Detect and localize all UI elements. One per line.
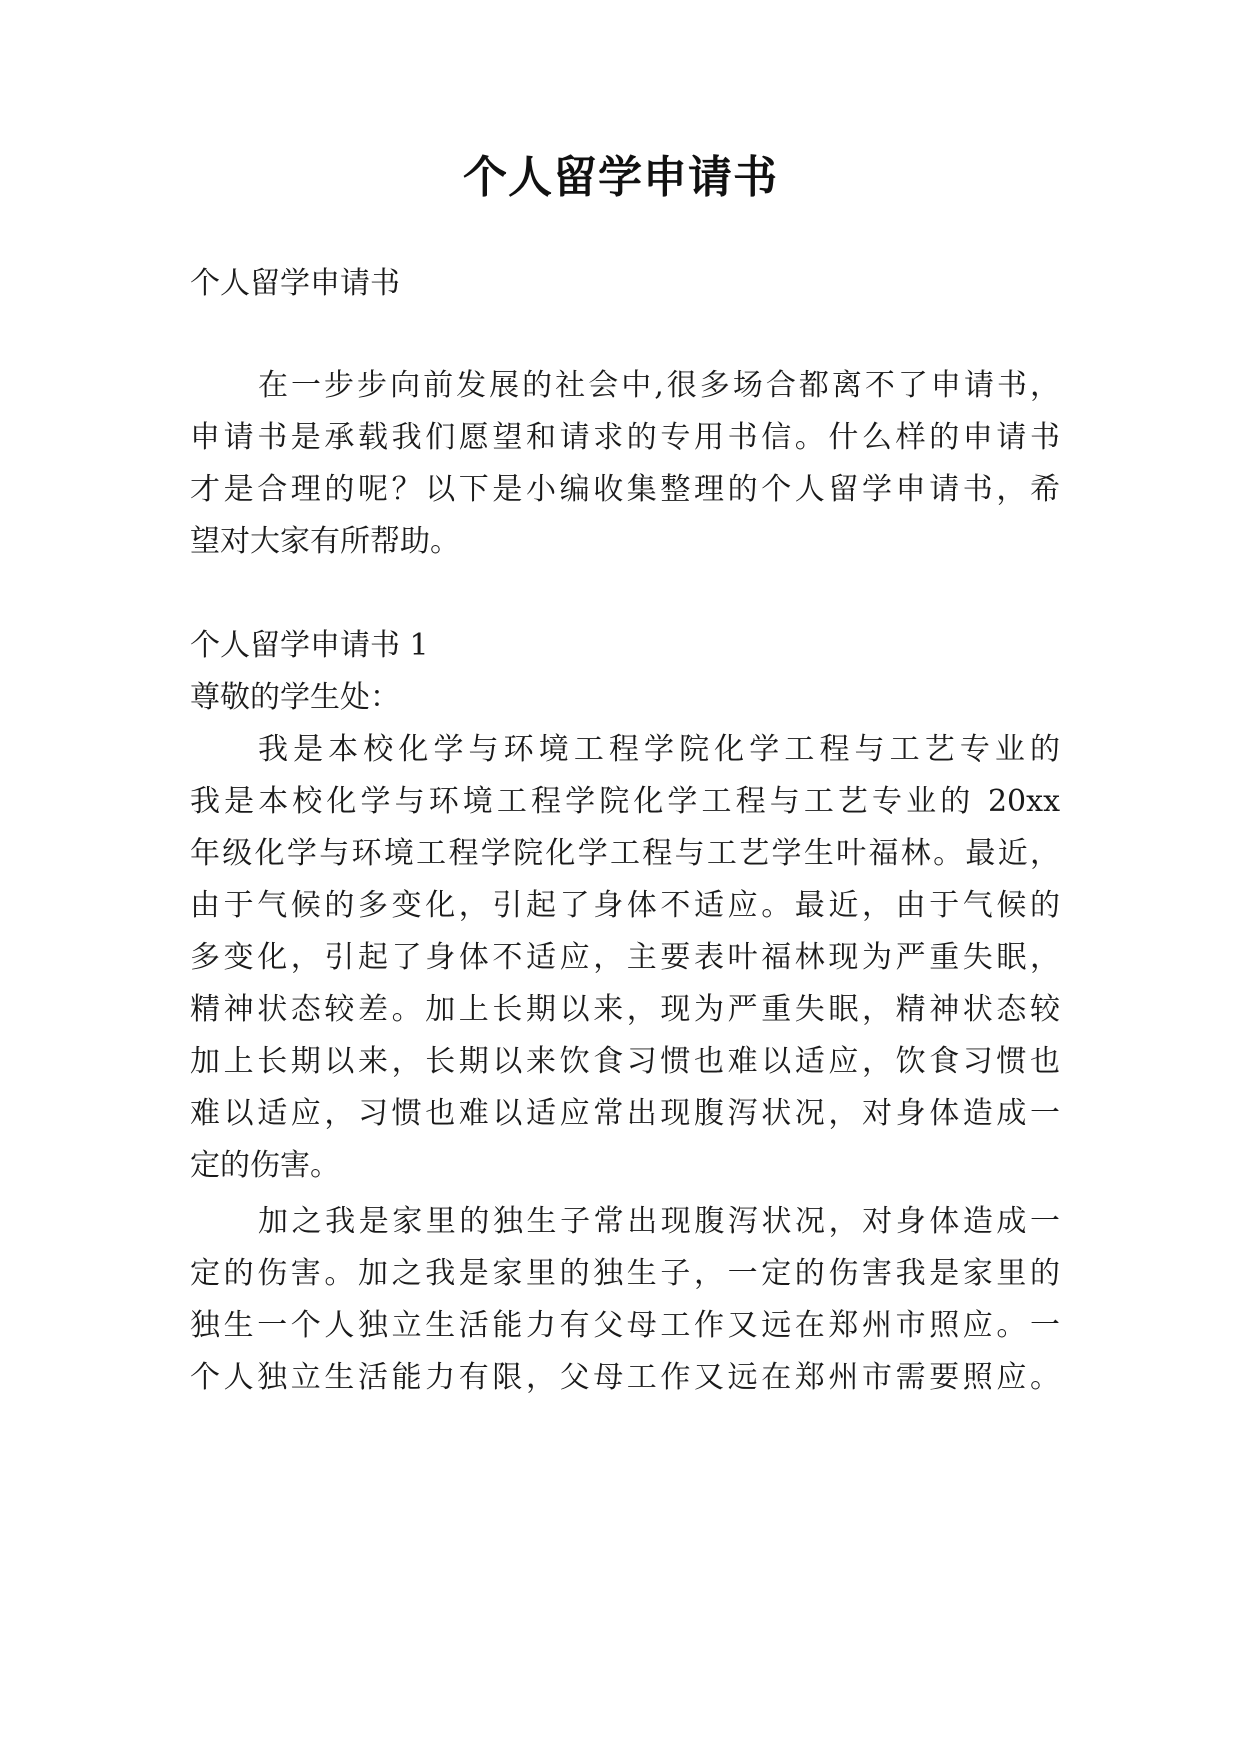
intro-line: 在一步步向前发展的社会中,很多场合都离不了申请书，: [258, 368, 1060, 403]
document-title: 个人留学申请书: [463, 152, 778, 203]
section-heading: 个人留学申请书 1: [190, 628, 429, 663]
body-line: 精神状态较差。加上长期以来，现为严重失眠，精神状态较: [190, 992, 1060, 1027]
body-line: 独生一个人独立生活能力有父母工作又远在郑州市照应。一: [190, 1308, 1060, 1343]
intro-line: 申请书是承载我们愿望和请求的专用书信。什么样的申请书: [190, 420, 1060, 455]
body-line: 定的伤害。加之我是家里的独生子，一定的伤害我是家里的: [190, 1256, 1060, 1291]
body-line: 我是本校化学与环境工程学院化学工程与工艺专业的 20xx: [190, 784, 1060, 819]
body-line: 加之我是家里的独生子常出现腹泻状况，对身体造成一: [258, 1204, 1060, 1239]
intro-line: 才是合理的呢？以下是小编收集整理的个人留学申请书，希: [190, 472, 1060, 507]
salutation: 尊敬的学生处：: [190, 680, 400, 715]
intro-line: 望对大家有所帮助。: [190, 524, 460, 559]
body-line: 多变化，引起了身体不适应，主要表叶福林现为严重失眠，: [190, 940, 1060, 975]
body-line: 个人独立生活能力有限，父母工作又远在郑州市需要照应。: [190, 1360, 1060, 1395]
body-line: 由于气候的多变化，引起了身体不适应。最近，由于气候的: [190, 888, 1060, 923]
document-subtitle: 个人留学申请书: [190, 266, 400, 301]
body-line: 我是本校化学与环境工程学院化学工程与工艺专业的: [258, 732, 1060, 767]
body-line: 难以适应，习惯也难以适应常出现腹泻状况，对身体造成一: [190, 1096, 1060, 1131]
body-line: 加上长期以来，长期以来饮食习惯也难以适应，饮食习惯也: [190, 1044, 1060, 1079]
body-line: 年级化学与环境工程学院化学工程与工艺学生叶福林。最近，: [190, 836, 1060, 871]
body-line: 定的伤害。: [190, 1148, 340, 1183]
